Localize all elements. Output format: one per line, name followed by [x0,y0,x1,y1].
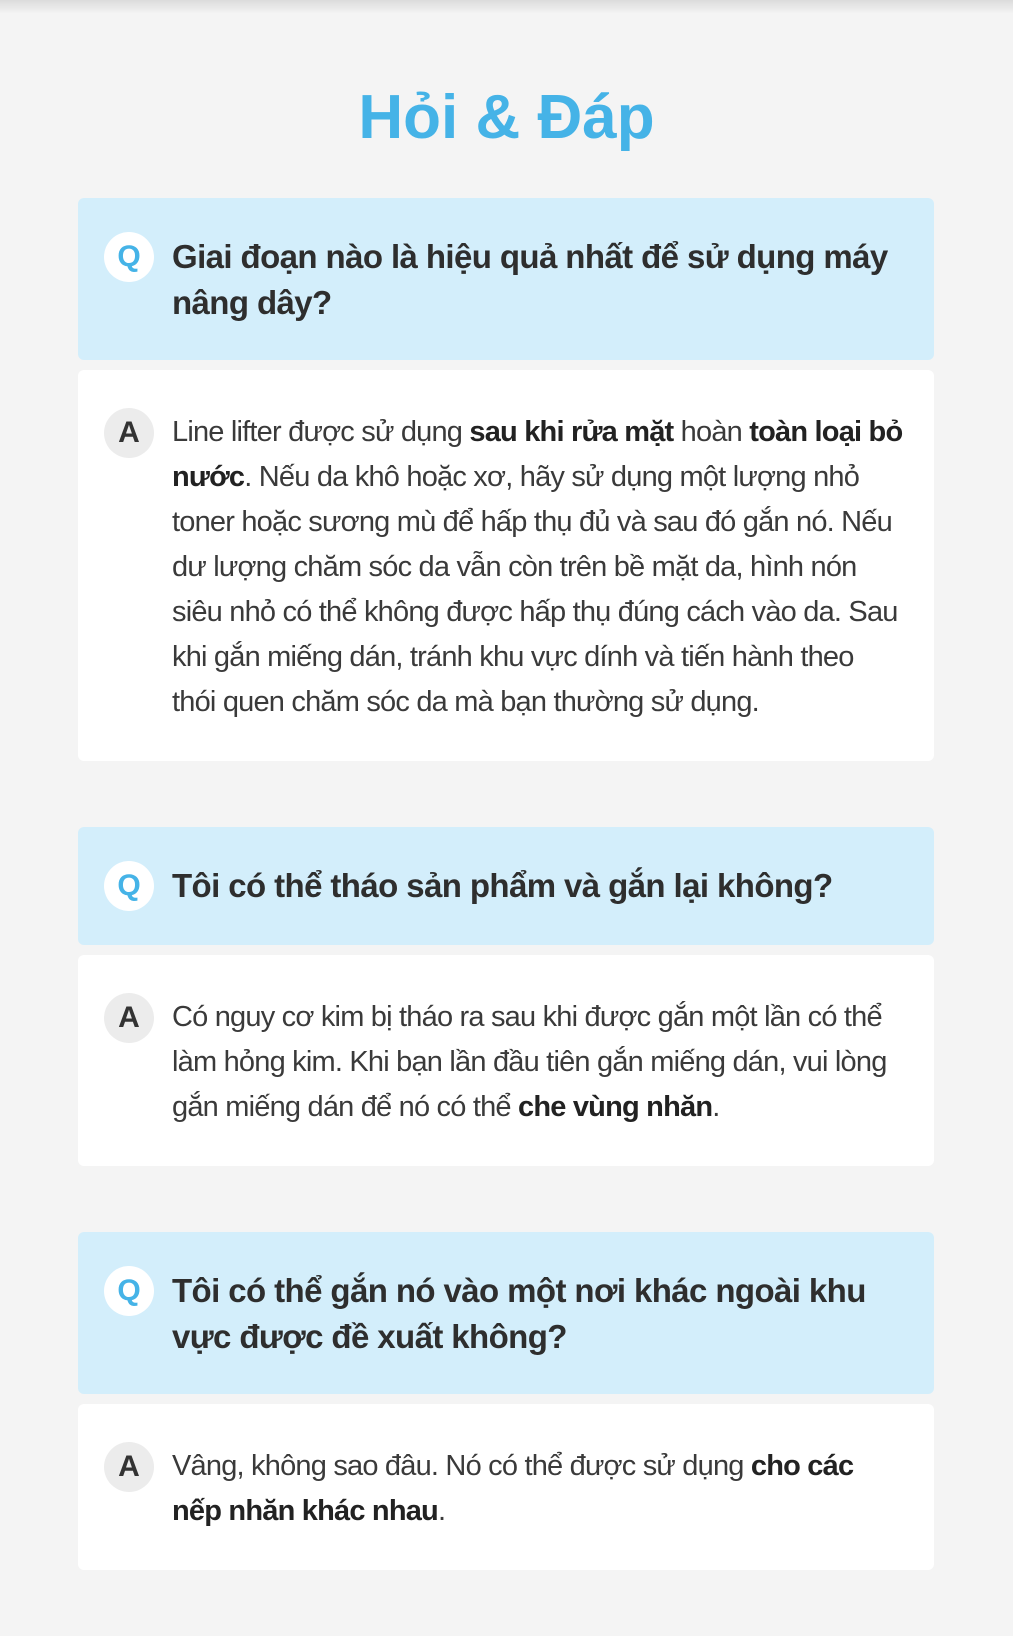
answer-badge: A [104,993,154,1043]
answer-badge: A [104,1442,154,1492]
answer-segment: Line lifter được sử dụng [172,416,470,448]
answer-text [172,995,904,1130]
question-box[interactable] [78,198,934,360]
answer-segment: . [712,1091,720,1123]
answer-highlight: che vùng nhăn [518,1091,713,1123]
question-box[interactable] [78,1232,934,1394]
answer-highlight: cho các nếp nhăn khác nhau [172,1450,854,1527]
answer-box [78,955,934,1166]
answer-box [78,1404,934,1570]
answer-segment: . [437,1495,446,1527]
question-badge: Q [104,861,154,911]
question-box[interactable] [78,827,934,945]
answer-text [172,1444,904,1534]
answer-segment: hoàn [673,416,750,448]
page-title: Hỏi & Đáp [358,83,655,152]
answer-box [78,370,934,761]
faq-item [78,827,934,1166]
faq-list [78,198,934,1636]
answer-segment: . Nếu da khô hoặc xơ, hãy sử dụng một lượng nhỏ toner hoặc sương mù để hấp thụ đủ và sau đó gắn nó. Nếu dư lượng chăm sóc da vẫn còn trên bề mặt da, hình nón siêu nhỏ có thể không được hấp thụ đúng cách vào da. Sau khi gắn miếng dán, tránh khu vực dính và tiến hành theo thói quen chăm sóc da mà bạn thường sử dụng. [172,461,898,718]
top-shadow [0,0,1013,14]
answer-badge: A [104,408,154,458]
answer-highlight: sau khi rửa mặt [469,416,674,448]
answer-segment: Vâng, không sao đâu. Nó có thể được sử dụng [172,1450,751,1482]
question-text: Tôi có thể tháo sản phẩm và gắn lại không? [172,867,833,904]
question-text: Tôi có thể gắn nó vào một nơi khác ngoài khu vực được đề xuất không? [172,1272,866,1355]
faq-item [78,198,934,761]
faq-item [78,1232,934,1570]
answer-text [172,410,904,725]
question-badge: Q [104,232,154,282]
answer-highlight: toàn loại bỏ nước [172,416,903,493]
question-badge: Q [104,1266,154,1316]
question-text: Giai đoạn nào là hiệu quả nhất để sử dụng máy nâng dây? [172,238,888,321]
answer-segment: Có nguy cơ kim bị tháo ra sau khi được gắn một lần có thể làm hỏng kim. Khi bạn lần đầu tiên gắn miếng dán, vui lòng gắn miếng dán để nó có thể [172,1001,887,1123]
